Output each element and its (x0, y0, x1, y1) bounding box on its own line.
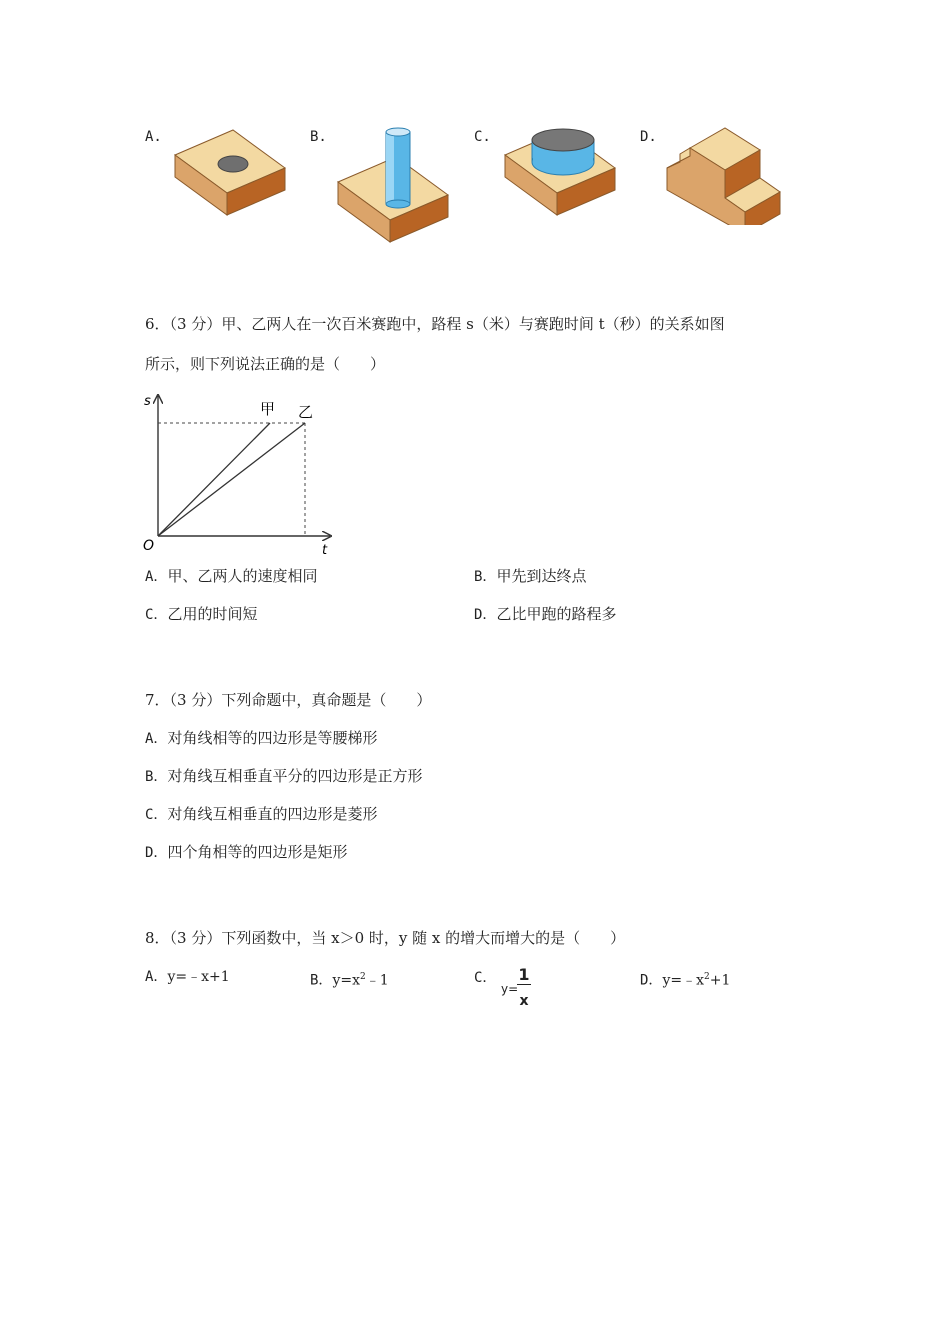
q8-stem-text: （3 分）下列函数中，当 x＞0 时，y 随 x 的增大而增大的是（ ） (169, 929, 626, 947)
q7-option-c-label: C． (145, 807, 168, 823)
q8-option-a (145, 967, 230, 987)
q6-yi-line (158, 423, 305, 536)
q7-option-a-text: 对角线相等的四边形是等腰梯形 (167, 729, 378, 747)
q8-option-a-label: A． (145, 969, 168, 985)
q7-option-d (145, 842, 347, 863)
q5-option-a-figure (170, 120, 295, 225)
q6-option-a (145, 566, 317, 587)
q8-option-b-exponent: 2 (359, 972, 366, 982)
q8-option-c-denominator: x (519, 993, 529, 1009)
q7-stem-text: （3 分）下列命题中，真命题是（ ） (169, 691, 432, 709)
q6-number: 6． (145, 315, 170, 333)
q8-option-c-prefix: y= (501, 982, 519, 996)
q6-option-b-text: 甲先到达终点 (496, 567, 587, 585)
q6-option-a-text: 甲、乙两人的速度相同 (167, 567, 318, 585)
q7-number: 7． (145, 691, 170, 709)
q7-stem (145, 690, 431, 710)
q6-stem-line1 (145, 314, 725, 334)
q6-option-c-text: 乙用的时间短 (167, 605, 258, 623)
q6-jia-label: 甲 (260, 400, 276, 418)
q7-option-b-text: 对角线互相垂直平分的四边形是正方形 (167, 767, 423, 785)
q5-option-c-figure (500, 120, 625, 225)
q8-stem (145, 928, 625, 948)
q6-origin-label: O (143, 538, 155, 554)
q8-option-d-label: D． (640, 972, 663, 989)
q6-option-d-label: D． (474, 607, 497, 623)
q7-option-b (145, 766, 422, 787)
q6-option-c-label: C． (145, 607, 168, 623)
q6-option-b-label: B． (474, 569, 497, 585)
q8-option-b (310, 967, 389, 991)
q5-option-d-label: D. (640, 129, 657, 145)
q7-option-b-label: B． (145, 769, 168, 785)
q6-option-d (474, 604, 616, 625)
q6-option-c (145, 604, 257, 625)
q8-option-d (640, 967, 730, 991)
q6-stem-text: （3 分）甲、乙两人在一次百米赛跑中，路程 s（米）与赛跑时间 t（秒）的关系如图 (169, 315, 725, 333)
q7-option-d-text: 四个角相等的四边形是矩形 (167, 843, 348, 861)
q5-option-b-label: B. (310, 129, 327, 145)
q7-option-c (145, 804, 377, 825)
q6-option-b (474, 566, 586, 587)
q5-option-c-label: C. (474, 129, 491, 145)
q6-graph (135, 390, 345, 565)
q6-stem-line2: 所示，则下列说法正确的是（ ） (145, 355, 386, 373)
q6-x-axis-label: t (322, 543, 328, 558)
q8-option-c-label: C． (474, 970, 497, 986)
q6-y-axis-label: s (144, 394, 151, 409)
q7-option-a-label: A． (145, 731, 168, 747)
q7-option-c-text: 对角线互相垂直的四边形是菱形 (167, 805, 378, 823)
q6-option-a-label: A． (145, 569, 168, 585)
q8-option-d-exponent: 2 (703, 972, 710, 982)
q5-option-a-label: A. (145, 129, 162, 145)
q8-number: 8． (145, 929, 170, 947)
q7-option-a (145, 728, 377, 749)
q8-option-b-label: B． (310, 972, 333, 989)
q6-jia-line (158, 423, 270, 536)
q8-option-c-numerator: 1 (518, 965, 530, 984)
q8-option-a-text: y=﹣x+1 (167, 969, 230, 985)
q8-option-b-text-post: ﹣1 (365, 972, 389, 989)
q5-option-b-figure (333, 120, 458, 250)
q8-option-d-text-post: +1 (709, 972, 731, 989)
q7-option-d-label: D． (145, 845, 168, 861)
q5-option-d-figure (662, 120, 787, 225)
q8-option-b-text-pre: y=x (332, 972, 360, 989)
q6-yi-label: 乙 (298, 403, 314, 421)
q6-option-d-text: 乙比甲跑的路程多 (496, 605, 617, 623)
q8-option-d-text-pre: y=﹣x (662, 972, 704, 989)
